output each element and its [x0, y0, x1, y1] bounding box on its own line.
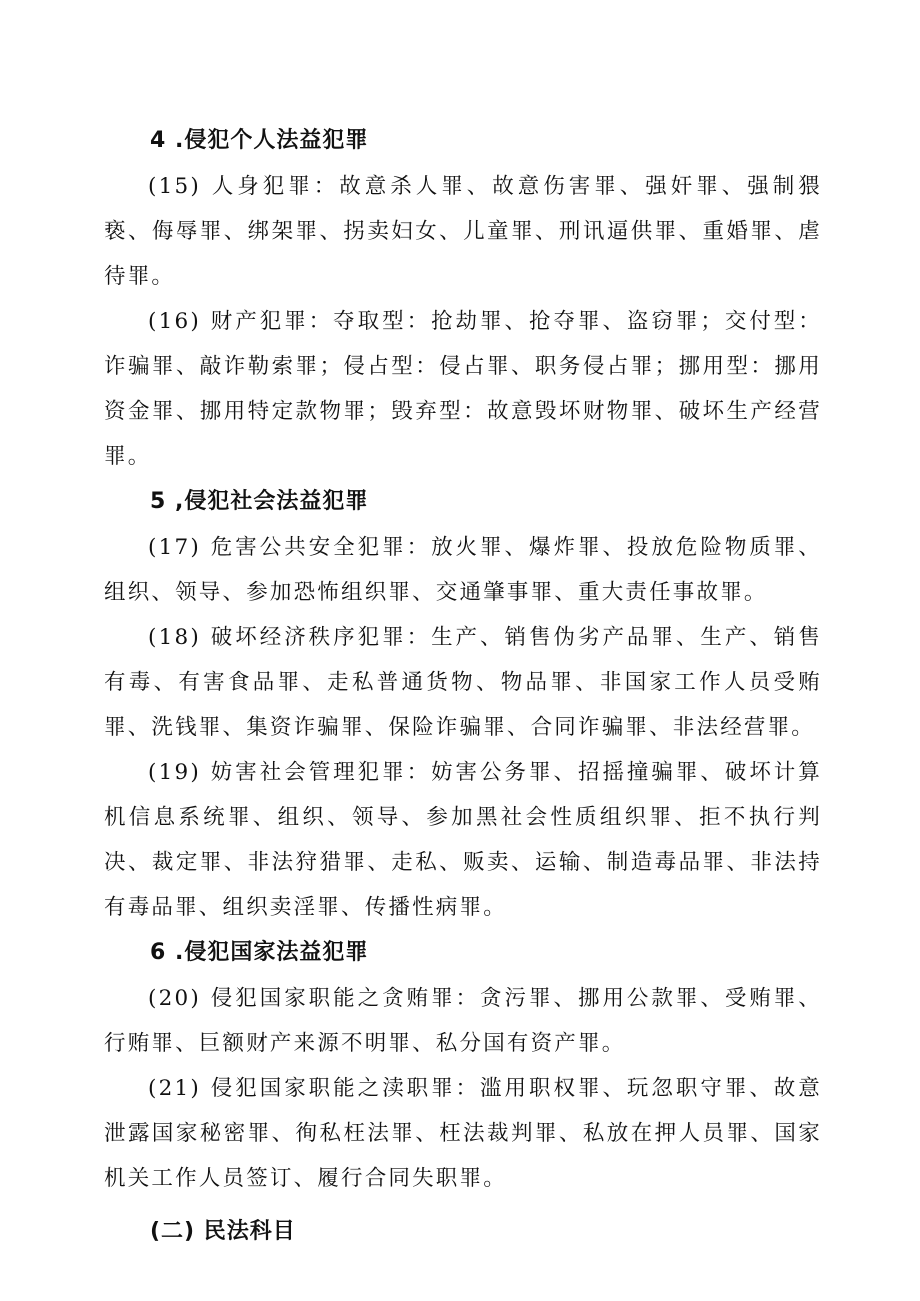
paragraph-16: (16) 财产犯罪：夺取型：抢劫罪、抢夺罪、盗窃罪；交付型：诈骗罪、敲诈勒索罪；侵占型：侵占罪、职务侵占罪；挪用型：挪用资金罪、挪用特定款物罪；毁弃型：故意毁坏财物罪、破坏生产经营罪。 [104, 309, 822, 469]
section-heading-5: 5 ,侵犯社会法益犯罪 [150, 489, 369, 514]
section-heading-6: 6 .侵犯国家法益犯罪 [150, 940, 369, 965]
paragraph-21: (21) 侵犯国家职能之渎职罪：滥用职权罪、玩忽职守罪、故意泄露国家秘密罪、徇私枉法罪、枉法裁判罪、私放在押人员罪、国家机关工作人员签订、履行合同失职罪。 [104, 1076, 822, 1191]
paragraph-17: (17) 危害公共安全犯罪：放火罪、爆炸罪、投放危险物质罪、组织、领导、参加恐怖组织罪、交通肇事罪、重大责任事故罪。 [104, 535, 822, 605]
section-heading-civil-law: (二) 民法科目 [150, 1219, 296, 1244]
paragraph-19: (19) 妨害社会管理犯罪：妨害公务罪、招摇撞骗罪、破坏计算机信息系统罪、组织、领导、参加黑社会性质组织罪、拒不执行判决、裁定罪、非法狩猎罪、走私、贩卖、运输、制造毒品罪、非法持有毒品罪、组织卖淫罪、传播性病罪。 [104, 760, 822, 920]
section-heading-4: 4 .侵犯个人法益犯罪 [150, 128, 369, 153]
paragraph-15: (15) 人身犯罪：故意杀人罪、故意伤害罪、强奸罪、强制猥亵、侮辱罪、绑架罪、拐卖妇女、儿童罪、刑讯逼供罪、重婚罪、虐待罪。 [104, 174, 822, 289]
paragraph-18: (18) 破坏经济秩序犯罪：生产、销售伪劣产品罪、生产、销售有毒、有害食品罪、走私普通货物、物品罪、非国家工作人员受贿罪、洗钱罪、集资诈骗罪、保险诈骗罪、合同诈骗罪、非法经营罪。 [104, 625, 822, 740]
paragraph-20: (20) 侵犯国家职能之贪贿罪：贪污罪、挪用公款罪、受贿罪、行贿罪、巨额财产来源不明罪、私分国有资产罪。 [104, 986, 822, 1056]
